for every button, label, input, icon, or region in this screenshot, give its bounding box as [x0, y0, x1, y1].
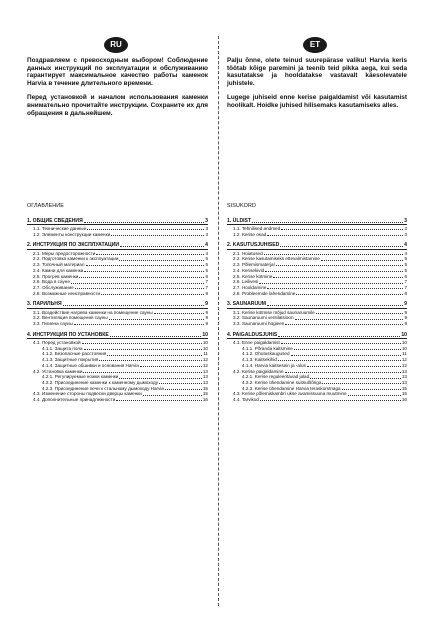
- dot-leader: [111, 235, 204, 236]
- dot-leader: [79, 277, 204, 278]
- page-number: 9: [404, 309, 407, 315]
- language-badge-ru: RU: [104, 37, 128, 53]
- toc-section-title: [227, 218, 407, 225]
- dot-leader: [307, 366, 401, 367]
- toc-entry-text: 2.8. Probleemide lahendamine: [233, 290, 296, 296]
- toc-entry-text: 2.4. Kerisekivid: [233, 267, 265, 273]
- toc-section-title: [27, 301, 208, 308]
- toc-entry: [227, 397, 407, 403]
- dot-leader: [109, 319, 205, 320]
- dot-leader: [71, 283, 205, 284]
- dot-leader: [101, 294, 204, 295]
- toc-entry: [27, 321, 208, 327]
- dot-leader: [322, 383, 400, 384]
- dot-leader: [285, 324, 403, 325]
- dot-leader: [140, 366, 202, 367]
- toc-entry-text: 4.1.3. Защитные покрытия: [42, 357, 99, 363]
- dot-leader: [84, 222, 204, 223]
- dot-leader: [75, 288, 205, 289]
- column-divider: [218, 36, 219, 606]
- toc-entry-text: 2.7. Обслуживание: [33, 284, 74, 290]
- toc-entry-text: 4.2.1. Kerise reguleeritavad jalad: [242, 374, 310, 380]
- page-number: 6: [404, 273, 407, 279]
- toc-section: [227, 301, 407, 326]
- toc-entry: [27, 397, 208, 403]
- intro-paragraph-2: Lugege juhiseid enne kerise paigaldamist või kasutamist hoolikalt. Hoidke juhised hilisemaks kasutamiseks alles.: [227, 94, 407, 109]
- dot-leader: [99, 360, 202, 361]
- toc-entry-text: 2.7. Hooldamine: [233, 284, 267, 290]
- toc-entry-text: 4.4. Tarvikud: [233, 397, 259, 403]
- dot-leader: [83, 372, 201, 373]
- dot-leader: [278, 336, 400, 337]
- page-number: 5: [205, 256, 208, 262]
- toc-entry-text: 4.2. Kerise paigaldamine: [233, 368, 284, 374]
- page-number: 9: [205, 315, 208, 321]
- toc-section: [227, 332, 407, 403]
- table-of-contents-ru: [27, 204, 208, 408]
- toc-section-title-text: 3. SAUNARUUM: [227, 301, 267, 308]
- toc-entry: [227, 232, 407, 238]
- dot-leader: [321, 260, 404, 261]
- dot-leader: [310, 378, 401, 379]
- page-number: 9: [404, 315, 407, 321]
- toc-entry-text: 4.2.1. Регулируемые ножки каменки: [42, 374, 119, 380]
- toc-entry-text: 4.1.2. Безопасные расстояния: [42, 351, 107, 357]
- dot-leader: [107, 355, 202, 356]
- toc-entry-text: 4.2.3. Присоединение печи к стальному дымоходу Harvia: [42, 385, 164, 391]
- toc-section-title-text: 2. ИНСТРУКЦИЯ ПО ЭКСПЛУАТАЦИИ: [27, 242, 120, 249]
- page-number: 16: [401, 397, 407, 403]
- toc-entry-text: 3.3. Saunaruumi hügieen: [233, 321, 285, 327]
- page-number: 4: [404, 250, 407, 256]
- page-number: 13: [202, 368, 208, 374]
- page-number: 8: [404, 290, 407, 296]
- page-number: 10: [202, 331, 208, 338]
- dot-leader: [82, 343, 202, 344]
- toc-entry-text: 4.4. Дополнительные принадлежности: [33, 397, 116, 403]
- page-number: 3: [404, 226, 407, 231]
- toc-entry-text: 4.2.2. Kerise ühendamine suitsulõõriga: [242, 379, 322, 385]
- page-number: 9: [205, 309, 208, 315]
- toc-entry-text: 4.1.3. Kaitsekihid: [242, 357, 277, 363]
- page-number: 12: [401, 357, 407, 363]
- dot-leader: [285, 372, 401, 373]
- page-number: 3: [404, 217, 407, 224]
- toc-entry-text: 4.1.1. Põranda kaitsmine: [242, 345, 293, 351]
- page-number: 3: [205, 231, 208, 237]
- dot-leader: [273, 277, 403, 278]
- page-number: 5: [404, 262, 407, 268]
- page-number: 5: [205, 262, 208, 268]
- toc-entry-text: 4.1.4. Harvia kaitsesein ja -alus: [242, 362, 306, 368]
- intro-ru: [27, 57, 208, 124]
- dot-leader: [259, 283, 403, 284]
- dot-leader: [119, 378, 202, 379]
- table-of-contents-et: [227, 204, 407, 408]
- page-number: 15: [401, 385, 407, 391]
- dot-leader: [265, 271, 403, 272]
- intro-paragraph-2: Перед установкой и началом использования каменки внимательно прочитайте инструкции. Сохраните их для обращения в дальнейшем.: [27, 94, 208, 117]
- page-number: 10: [401, 331, 407, 338]
- dot-leader: [87, 229, 204, 230]
- dot-leader: [294, 349, 401, 350]
- toc-entry-text: 2.8. Возможные неисправности: [33, 290, 101, 296]
- toc-entry-text: 4.2. Установка каменки: [33, 368, 83, 374]
- dot-leader: [316, 313, 404, 314]
- toc-section-title-text: 2. KASUTUSJUHISED: [227, 242, 280, 249]
- page-number: 10: [401, 340, 407, 346]
- toc-entry-text: 4.1.1. Защита пола: [42, 345, 83, 351]
- page-number: 7: [404, 279, 407, 285]
- toc-entry-text: 4.2.3. Kerise ühendamine Harvia teraskorstnaga: [242, 385, 341, 391]
- toc-entry-text: 1.2. Kerise osad: [233, 231, 267, 237]
- toc-entry-text: 4.1. Перед установкой: [33, 340, 81, 346]
- toc-section-title: [227, 332, 407, 339]
- page-number: 13: [401, 368, 407, 374]
- toc-entry-text: 2.6. Вода в сауне: [33, 279, 70, 285]
- dot-leader: [84, 271, 204, 272]
- page-number: 10: [202, 340, 208, 346]
- toc-entry-text: 2.2. Подготовка каменки к эксплуатации: [33, 256, 119, 262]
- page-number: 7: [205, 284, 208, 290]
- toc-section-title: [227, 301, 407, 308]
- toc-section: [227, 218, 407, 238]
- toc-section: [227, 242, 407, 296]
- page-number: 10: [401, 345, 407, 351]
- page-number: 12: [401, 362, 407, 368]
- toc-section-title: [27, 242, 208, 249]
- dot-leader: [267, 288, 403, 289]
- page-number: 4: [205, 242, 208, 249]
- dot-leader: [159, 383, 202, 384]
- toc-entry-text: 2.5. Прогрев каменки: [33, 273, 79, 279]
- toc-entry-text: 1.1. Tehnilised andmed: [233, 226, 281, 231]
- dot-leader: [84, 349, 202, 350]
- page-number: 5: [404, 256, 407, 262]
- toc-entry-text: 2.5. Kerise kütmine: [233, 273, 273, 279]
- dot-leader: [291, 355, 402, 356]
- toc-entry: [27, 232, 208, 238]
- toc-entry-text: 3.1. Kerise kütmise mõjud saunaruumile: [233, 309, 315, 315]
- page-number: 3: [404, 231, 407, 237]
- toc-entry: [227, 321, 407, 327]
- toc-section-title: [27, 218, 208, 225]
- dot-leader: [86, 265, 205, 266]
- toc-entry-text: 4.1.2. Ohutuskaugused: [242, 351, 290, 357]
- dot-leader: [281, 343, 401, 344]
- toc-entry-text: 2.4. Камни для каменки: [33, 267, 84, 273]
- page-number: 3: [205, 226, 208, 231]
- page-number: 9: [205, 321, 208, 327]
- toc-entry-text: 3.3. Гигиена сауны: [33, 321, 73, 327]
- page-number: 13: [401, 374, 407, 380]
- dot-leader: [110, 336, 202, 337]
- toc-entry-text: 2.3. Põlemismaterjal: [233, 262, 275, 268]
- language-badge-et: ET: [303, 37, 327, 53]
- toc-entry-text: 4.2.2. Присоединение каменки к каменному дымоходу: [42, 379, 158, 385]
- toc-section-title-text: 4. ИНСТРУКЦИЯ ПО УСТАНОВКЕ: [27, 331, 109, 338]
- page-number: 4: [404, 242, 407, 249]
- dot-leader: [264, 254, 404, 255]
- page-number: 5: [404, 267, 407, 273]
- dot-leader: [267, 305, 403, 306]
- toc-entry-text: 4.3. Kerise põlemiskambri ukse avamissuuna muutmine: [233, 391, 347, 397]
- dot-leader: [120, 246, 204, 247]
- toc-entry-text: 1.2. Элементы конструкции каменки: [33, 231, 111, 237]
- toc-heading: SISUKORD: [227, 203, 256, 209]
- toc-section-title: [27, 332, 208, 339]
- toc-entry-text: 2.2. Kerise kasutamiseks ettevalmistamine: [233, 256, 320, 262]
- toc-entry-text: 2.1. Меры предосторожности: [33, 250, 96, 256]
- dot-leader: [116, 400, 202, 401]
- dot-leader: [143, 395, 202, 396]
- toc-section-title-text: 1. ОБЩИЕ СВЕДЕНИЯ: [27, 217, 83, 224]
- dot-leader: [63, 305, 205, 306]
- dot-leader: [154, 313, 205, 314]
- dot-leader: [342, 389, 401, 390]
- page-number: 3: [205, 217, 208, 224]
- toc-entry-text: 2.3. Топочный материал: [33, 262, 85, 268]
- dot-leader: [74, 324, 205, 325]
- toc-section-title-text: 1. ÜLDIST: [227, 217, 252, 224]
- page-number: 12: [202, 357, 208, 363]
- toc-entry-text: 3.2. Saunaruumi ventilatsioon: [233, 315, 294, 321]
- toc-entry-text: 2.6. Leilivesi: [233, 279, 259, 285]
- toc-section: [27, 218, 208, 238]
- dot-leader: [278, 360, 401, 361]
- page-number: 11: [402, 351, 407, 357]
- toc-entry-text: 4.1. Enne paigaldamist: [233, 340, 280, 346]
- dot-leader: [296, 294, 403, 295]
- toc-section: [27, 301, 208, 326]
- toc-entry-text: 3.2. Вентиляция помещения сауны: [33, 315, 108, 321]
- page-number: 9: [404, 301, 407, 308]
- toc-section-title-text: 4. PAIGALDUSJUHIS: [227, 331, 278, 338]
- toc-entry-text: 3.1. Воздействие нагрева каменки на помещение сауны: [33, 309, 153, 315]
- dot-leader: [348, 395, 401, 396]
- dot-leader: [119, 260, 204, 261]
- page-number: 9: [404, 321, 407, 327]
- page-number: 8: [205, 290, 208, 296]
- page-number: 11: [203, 351, 208, 357]
- toc-entry: [27, 291, 208, 297]
- intro-paragraph-1: Palju õnne, olete teinud suurepärase valiku! Harvia keris töötab kõige paremini ja teenib teid pikka aega, kui seda kasutatakse ja hooldatakse vastavalt käesolevatele juhistele.: [227, 57, 407, 87]
- page-number: 7: [404, 284, 407, 290]
- page-number: 15: [202, 391, 208, 397]
- dot-leader: [260, 400, 401, 401]
- toc-heading: ОГЛАВЛЕНИЕ: [27, 203, 64, 209]
- page-number: 12: [202, 362, 208, 368]
- page-number: 15: [401, 391, 407, 397]
- intro-paragraph-1: Поздравляем с превосходным выбором! Соблюдение данных инструкций по эксплуатации и обслуживанию гарантирует максимальное качество работы каменок Harvia в течение длительного времени.: [27, 57, 208, 87]
- page-number: 16: [202, 397, 208, 403]
- dot-leader: [96, 254, 204, 255]
- page-number: 9: [205, 301, 208, 308]
- dot-leader: [267, 235, 403, 236]
- page-number: 5: [205, 267, 208, 273]
- page-number: 13: [202, 379, 208, 385]
- page-number: 7: [205, 279, 208, 285]
- toc-section-title-text: 3. ПАРИЛЬНЯ: [27, 301, 62, 308]
- toc-entry-text: 2.1. Hoiatused: [233, 250, 263, 256]
- page-number: 15: [202, 385, 208, 391]
- toc-entry-text: 4.3. Изменение стороны подвески дверцы каменки: [33, 391, 142, 397]
- toc-entry-text: 4.1.4. Защитные обшивки и основания Harvia: [42, 362, 139, 368]
- dot-leader: [280, 246, 403, 247]
- toc-entry-text: 1.1. Технические данные: [33, 226, 87, 231]
- page-number: 4: [205, 250, 208, 256]
- toc-section-title: [227, 242, 407, 249]
- intro-et: [227, 57, 407, 117]
- page-number: 13: [202, 374, 208, 380]
- dot-leader: [252, 222, 403, 223]
- toc-section: [27, 242, 208, 296]
- dot-leader: [276, 265, 404, 266]
- dot-leader: [295, 319, 404, 320]
- toc-entry: [227, 291, 407, 297]
- dot-leader: [165, 389, 202, 390]
- page-number: 13: [401, 379, 407, 385]
- page-number: 6: [205, 273, 208, 279]
- dot-leader: [281, 229, 403, 230]
- page-number: 10: [202, 345, 208, 351]
- toc-section: [27, 332, 208, 403]
